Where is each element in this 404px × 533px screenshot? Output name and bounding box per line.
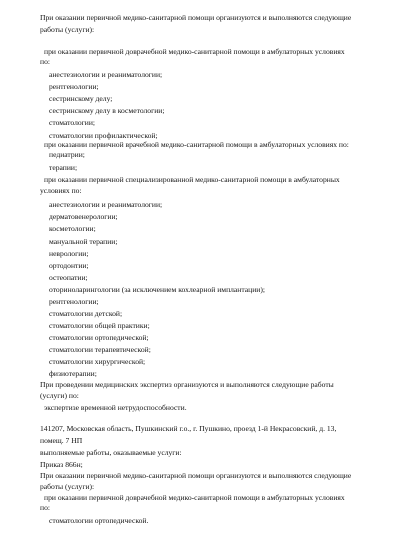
text-line: анестезиологии и реаниматологии; [49,200,163,209]
text-line: стоматологии общей практики; [49,321,150,330]
text-line: анестезиологии и реаниматологии; [49,70,163,79]
text-line: рентгенологии; [49,297,99,306]
text-line: стоматологии профилактической; [49,131,158,140]
text-line: терапии; [49,163,78,172]
text-line: при оказании первичной врачебной медико-санитарной помощи в амбулаторных условиях по: [44,140,349,149]
text-line: косметологии; [49,224,96,233]
text-line: стоматологии хирургической; [49,357,146,366]
text-line: сестринскому делу в косметологии; [49,106,165,115]
text-line: остеопатии; [49,273,88,282]
text-line: помещ. 7 НП [40,436,83,445]
text-line: оториноларингологии (за исключением кохлеарной имплантации); [49,285,265,294]
text-line: физиотерапии; [49,369,97,378]
text-line: стоматологии ортопедической. [49,516,149,525]
text-line: работы (услуги): [40,482,95,491]
text-line: по: [40,57,50,66]
text-line: экспертизе временной нетрудоспособности. [44,403,187,412]
text-line: 141207, Московская область, Пушкинский г.о., г. Пушкино, проезд 1-й Некрасовский, д. 13, [40,424,337,433]
text-line: сестринскому делу; [49,94,113,103]
text-line: мануальной терапии; [49,237,118,246]
text-line: неврологии; [49,249,89,258]
text-line: при оказании первичной доврачебной медико-санитарной помощи в амбулаторных условиях [44,47,345,56]
text-line: рентгенологии; [49,82,99,91]
text-line: При оказании первичной медико-санитарной помощи организуются и выполняются следующие [40,471,352,480]
text-line: При оказании первичной медико-санитарной помощи организуются и выполняются следующие [40,13,352,22]
text-line: дерматовенерологии; [49,212,118,221]
text-line: Приказ 866н; [40,460,83,469]
text-line: работы (услуги): [40,25,95,34]
text-line: по: [40,503,50,512]
text-line: условиях по: [40,186,82,195]
text-line: (услуги) по: [40,391,79,400]
text-line: стоматологии детской; [49,309,123,318]
text-line: педиатрии; [49,150,85,159]
text-line: при оказании первичной доврачебной медико-санитарной помощи в амбулаторных условиях [44,493,345,502]
text-line: При проведении медицинских экспертиз организуются и выполняются следующие работы [40,380,334,389]
text-line: стоматологии; [49,118,96,127]
text-line: ортодонтии; [49,261,89,270]
text-line: стоматологии ортопедической; [49,333,149,342]
text-line: выполняемые работы, оказываемые услуги: [40,448,182,457]
text-line: стоматологии терапевтической; [49,345,151,354]
text-line: при оказании первичной специализированной медико-санитарной помощи в амбулаторных [44,175,340,184]
